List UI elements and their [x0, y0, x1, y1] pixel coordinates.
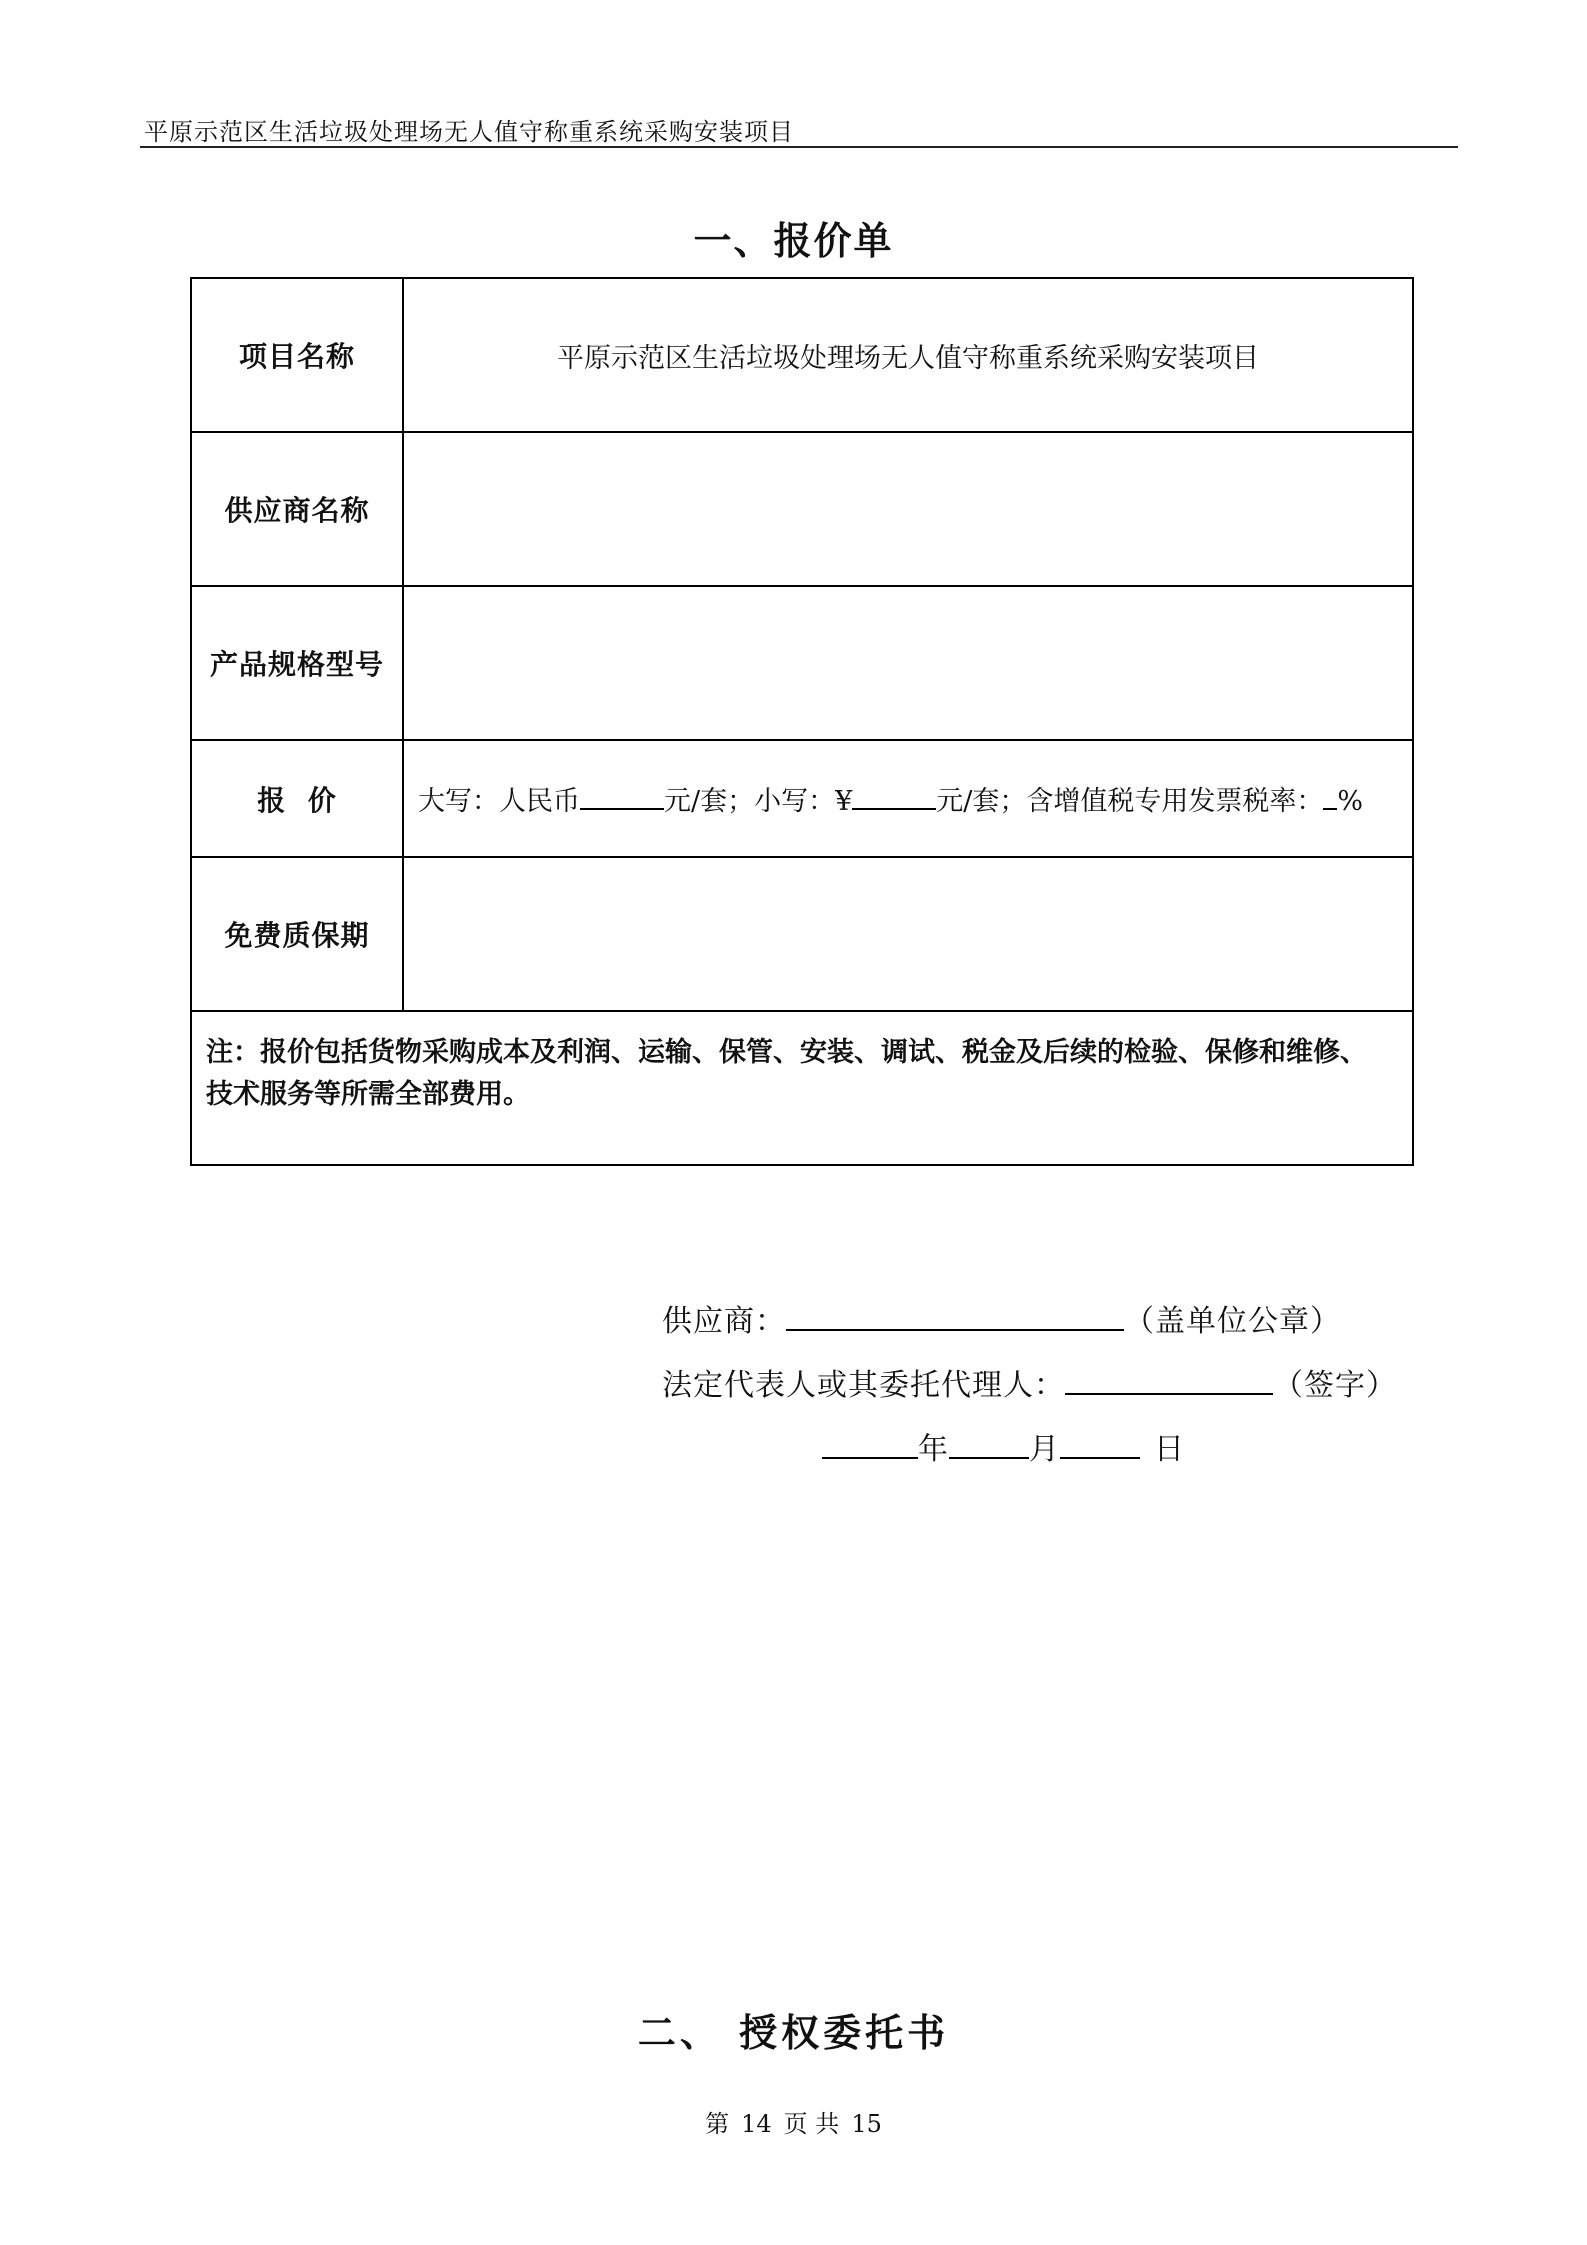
supplier-seal-note: （盖单位公章）	[1124, 1304, 1341, 1339]
footer-prefix: 第	[705, 2110, 730, 2138]
cell-label-price: 报 价	[191, 740, 403, 857]
tax-rate-blank[interactable]	[1323, 786, 1337, 810]
cell-label-project-name: 项目名称	[191, 278, 403, 432]
footer-page-number: 14	[741, 2110, 772, 2138]
price-daxie-label: 大写：人民币	[418, 786, 580, 817]
cell-label-supplier-name: 供应商名称	[191, 432, 403, 586]
day-blank[interactable]	[1060, 1435, 1140, 1459]
month-label: 月	[1029, 1432, 1060, 1467]
footer-mid: 页 共	[783, 2110, 840, 2138]
supplier-label: 供应商：	[662, 1304, 786, 1339]
running-header: 平原示范区生活垃圾处理场无人值守称重系统采购安装项目	[144, 118, 794, 146]
price-unit-label-2: 元/套；含增值税专用发票税率：	[936, 786, 1324, 817]
year-label: 年	[918, 1432, 949, 1467]
supplier-blank[interactable]	[786, 1307, 1124, 1331]
representative-label: 法定代表人或其委托代理人：	[662, 1368, 1065, 1403]
cell-value-project-name: 平原示范区生活垃圾处理场无人值守称重系统采购安装项目	[403, 278, 1413, 432]
footer-total-pages: 15	[851, 2110, 882, 2138]
table-row	[191, 1011, 1413, 1165]
table-row	[191, 278, 1413, 432]
representative-signature-line	[662, 1360, 1397, 1404]
price-daxie-blank[interactable]	[580, 786, 664, 810]
supplier-signature-line	[662, 1296, 1341, 1340]
price-xiaoxie-blank[interactable]	[852, 786, 936, 810]
page-footer	[0, 2104, 1587, 2139]
cell-value-product-model[interactable]	[403, 586, 1413, 740]
day-label: 日	[1154, 1432, 1185, 1467]
representative-blank[interactable]	[1065, 1371, 1273, 1395]
section-title-authorization: 二、 授权委托书	[637, 2011, 950, 2055]
cell-value-supplier-name[interactable]	[403, 432, 1413, 586]
quote-table	[190, 277, 1414, 1166]
table-row	[191, 432, 1413, 586]
note-line-2: 技术服务等所需全部费用。	[206, 1079, 530, 1110]
table-row	[191, 740, 1413, 857]
cell-value-price	[403, 740, 1413, 857]
cell-label-warranty: 免费质保期	[191, 857, 403, 1011]
cell-label-product-model: 产品规格型号	[191, 586, 403, 740]
note-cell	[191, 1011, 1413, 1165]
year-blank[interactable]	[822, 1435, 918, 1459]
table-row	[191, 857, 1413, 1011]
cell-value-warranty[interactable]	[403, 857, 1413, 1011]
month-blank[interactable]	[949, 1435, 1029, 1459]
header-rule	[140, 146, 1458, 148]
percent-sign: %	[1337, 786, 1364, 817]
table-row	[191, 586, 1413, 740]
representative-sign-note: （签字）	[1273, 1368, 1397, 1403]
price-unit-label-1: 元/套；小写：¥	[664, 786, 853, 817]
date-line	[822, 1424, 1185, 1468]
note-line-1: 注：报价包括货物采购成本及利润、运输、保管、安装、调试、税金及后续的检验、保修和维修、	[206, 1037, 1367, 1068]
section-title-quote: 一、报价单	[693, 219, 894, 263]
